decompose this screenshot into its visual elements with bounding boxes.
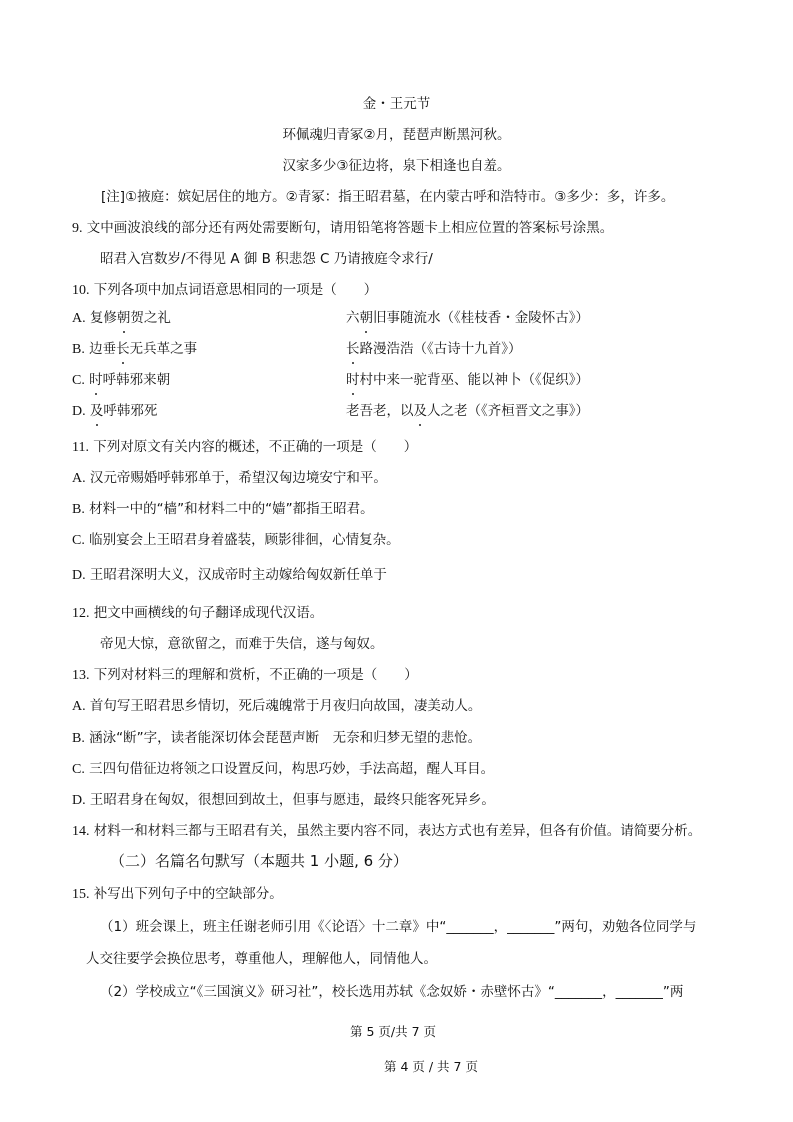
option-compare: [346, 371, 589, 389]
option-label: B.: [72, 342, 85, 357]
q13-option-b: [72, 729, 481, 748]
option-label: A.: [72, 471, 86, 486]
question-text: 材料一和材料三都与王昭君有关，虽然主要内容不同，表达方式也有差异，但各有价值。请简要分析。: [93, 823, 702, 839]
q13-option-a: [72, 697, 481, 716]
question-text: 文中画波浪线的部分还有两处需要断句，请用铅笔将答题卡上相应位置的答案标号涂黑。: [86, 220, 614, 236]
q13-option-c: [72, 760, 494, 779]
question-number: 14.: [72, 824, 90, 839]
question-number: 13.: [72, 668, 90, 683]
option-label: D.: [72, 404, 86, 419]
question-13: [72, 666, 418, 685]
option-text: 王昭君身在匈奴，很想回到故土，但事与愿违，最终只能客死异乡。: [89, 792, 495, 808]
option-text: 材料一中的“樯”和材料二中的“嫱”都指王昭君。: [89, 501, 374, 517]
option-label: B.: [72, 731, 85, 746]
poem-line-1: 环佩魂归青冢②月，琵琶声断黑河秋。: [282, 127, 511, 143]
dotted-char: 长: [116, 341, 130, 357]
option-label: C.: [72, 762, 85, 777]
question-10: [72, 281, 377, 300]
dotted-char: 朝: [116, 310, 131, 326]
question-number: 12.: [72, 606, 90, 621]
option-text: 三四句借征边将领之口设置反问，构思巧妙，手法高超，醒人耳目。: [89, 761, 495, 777]
question-text: 补写出下列句子中的空缺部分。: [93, 886, 283, 902]
compare-pre: 老吾老，以: [346, 403, 414, 419]
option-text-post: 贺之礼: [130, 310, 171, 326]
question-14: [72, 822, 701, 841]
q10-option-a: [72, 309, 772, 328]
compare-post: 旧事随流水（《桂枝香・金陵怀古》）: [373, 310, 589, 326]
option-text-pre: 边垂: [89, 341, 117, 357]
question-11: [72, 438, 417, 457]
section-heading: （二）名篇名句默写（本题共 1 小题, 6 分）: [110, 852, 408, 870]
compare-pre: 六: [346, 310, 360, 326]
compare-post: 人之老（《齐桓晋文之事》）: [427, 403, 589, 419]
poem-title: 金・王元节: [362, 96, 431, 112]
option-text-post: 呼韩邪来朝: [102, 372, 171, 388]
question-text: 下列各项中加点词语意思相同的一项是（ ）: [93, 282, 378, 298]
page-number-inner: 第 5 页/共 7 页: [350, 1024, 437, 1039]
option-text: 汉元帝赐婚呼韩邪单于，希望汉匈边境安宁和平。: [89, 470, 387, 486]
q10-option-c: [72, 371, 772, 390]
q10-option-d: [72, 402, 772, 421]
question-number: 15.: [72, 887, 90, 902]
option-text: 首句写王昭君思乡情切，死后魂魄常于月夜归向故国，凄美动人。: [89, 698, 482, 714]
question-number: 9.: [72, 221, 83, 236]
q15-item-1-line-1: （1）班会课上，班主任谢老师引用《〈论语〉十二章》中“_______，_______”两句，劝勉各位同学与: [100, 919, 697, 935]
option-label: C.: [72, 373, 85, 388]
q11-option-a: [72, 469, 387, 488]
question-text: 下列对原文有关内容的概述，不正确的一项是（ ）: [93, 439, 418, 455]
question-text: 把文中画横线的句子翻译成现代汉语。: [93, 605, 324, 621]
question-number: 11.: [72, 440, 89, 455]
option-label: C.: [72, 533, 85, 548]
compare-post: 路漫浩浩（《古诗十九首》）: [359, 341, 522, 357]
option-label: B.: [72, 502, 85, 517]
q11-option-b: [72, 500, 374, 519]
question-text: 下列对材料三的理解和赏析，不正确的一项是（ ）: [93, 667, 418, 683]
option-text: 临别宴会上王昭君身着盛装，顾影徘徊，心情复杂。: [89, 532, 400, 548]
q15-item-2-line-1: （2）学校成立“《三国演义》研习社”，校长选用苏轼《念奴娇・赤壁怀古》“_______，_______”两: [100, 984, 684, 1000]
compare-post: 村中来一驼背巫、能以神卜（《促织》）: [359, 372, 589, 388]
page-number-outer: 第 4 页 / 共 7 页: [384, 1059, 478, 1074]
option-text-pre: 复修: [89, 310, 117, 326]
dotted-char: 时: [89, 372, 103, 388]
question-9: [72, 219, 613, 238]
question-9-passage: 昭君入宫数岁/不得见 A 御 B 积悲怨 C 乃请掖庭令求行/: [100, 251, 433, 267]
option-compare: [346, 340, 522, 358]
option-compare: [346, 309, 589, 327]
option-label: A.: [72, 311, 86, 326]
option-label: A.: [72, 699, 86, 714]
dotted-char: 及: [413, 403, 427, 419]
q10-option-b: [72, 340, 772, 359]
question-number: 10.: [72, 283, 90, 298]
dotted-char: 长: [346, 341, 360, 357]
dotted-char: 及: [89, 403, 104, 419]
q15-item-1-line-2: 人交往要学会换位思考，尊重他人，理解他人，同情他人。: [86, 951, 437, 967]
question-12-sentence: 帝见大惊，意欲留之，而难于失信，遂与匈奴。: [100, 636, 384, 652]
option-label: D.: [72, 793, 86, 808]
option-label: D.: [72, 568, 86, 583]
option-text: 王昭君深明大义，汉成帝时主动嫁给匈奴新任单于: [89, 567, 387, 583]
q13-option-d: [72, 791, 495, 810]
option-text: 涵泳“断”字，读者能深切体会琵琶声断 无奈和归梦无望的悲怆。: [89, 730, 482, 746]
question-12: [72, 604, 323, 623]
poem-note: [注]①掖庭：嫔妃居住的地方。②青冢：指王昭君墓，在内蒙古呼和浩特市。③多少：多，许多。: [101, 189, 675, 205]
question-15: [72, 885, 283, 904]
poem-line-2: 汉家多少③征边将，泉下相逢也自羞。: [282, 158, 511, 174]
option-text-post: 呼韩邪死: [103, 403, 158, 419]
option-text-post: 无兵革之事: [129, 341, 198, 357]
dotted-char: 时: [346, 372, 360, 388]
option-compare: [346, 402, 589, 420]
q11-option-c: [72, 531, 400, 550]
dotted-char: 朝: [359, 310, 373, 326]
q11-option-d: [72, 566, 387, 585]
